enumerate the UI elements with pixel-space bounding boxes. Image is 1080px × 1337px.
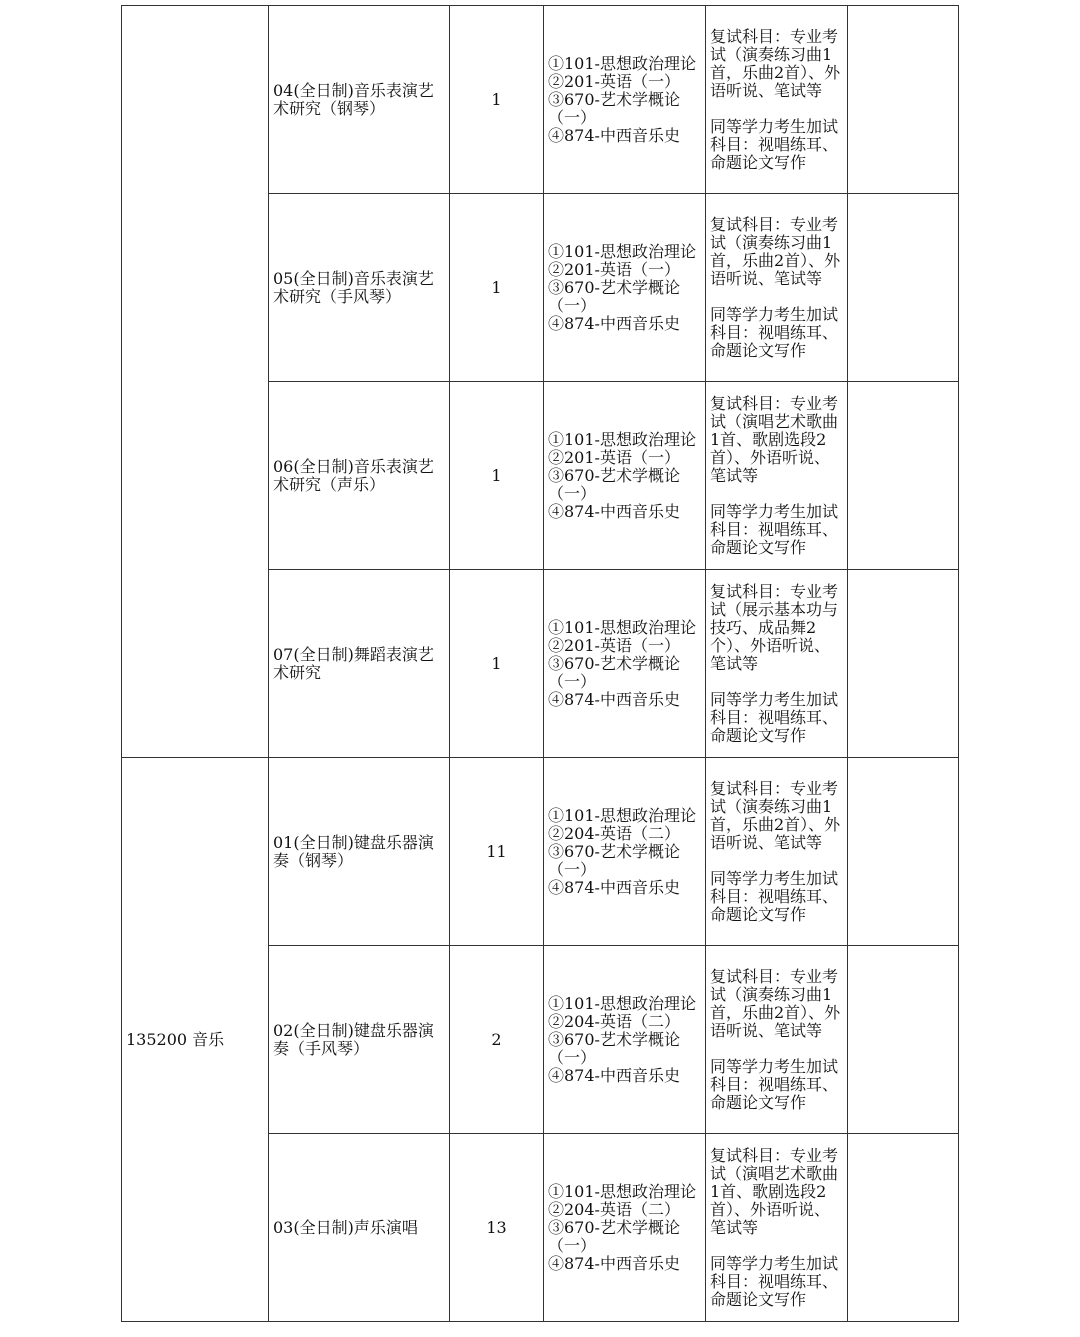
retest-subjects: 复试科目：专业考试（展示基本功与技巧、成品舞2个）、外语听说、笔试等 <box>710 581 839 673</box>
retest-subjects: 复试科目：专业考试（演奏练习曲1首，乐曲2首）、外语听说、笔试等 <box>710 778 841 852</box>
exam-subject: ③670-艺术学概论（一） <box>548 89 680 127</box>
exam-subject: ①101-思想政治理论 <box>548 429 696 449</box>
exam-subject: ③670-艺术学概论（一） <box>548 1217 680 1255</box>
exam-subjects-cell <box>544 946 706 1134</box>
enrollment-count: 1 <box>450 570 544 758</box>
exam-subject: ③670-艺术学概论（一） <box>548 653 680 691</box>
note-cell <box>848 194 959 382</box>
exam-subjects-cell <box>544 1134 706 1322</box>
exam-subject: ②204-英语（二） <box>548 1199 680 1219</box>
note-cell <box>848 570 959 758</box>
enrollment-count: 1 <box>450 6 544 194</box>
exam-subject: ③670-艺术学概论（一） <box>548 277 680 315</box>
extra-subjects: 同等学力考生加试科目：视唱练耳、命题论文写作 <box>710 501 839 557</box>
exam-subjects-cell <box>544 570 706 758</box>
exam-subject: ①101-思想政治理论 <box>548 993 696 1013</box>
enrollment-count: 1 <box>450 194 544 382</box>
retest-cell <box>706 946 848 1134</box>
retest-cell <box>706 570 848 758</box>
enrollment-count: 1 <box>450 382 544 570</box>
major-cell: 135200 音乐 <box>122 758 269 1322</box>
exam-subject: ②204-英语（二） <box>548 823 680 843</box>
exam-subject: ①101-思想政治理论 <box>548 1181 696 1201</box>
exam-subject: ①101-思想政治理论 <box>548 617 696 637</box>
exam-subject: ①101-思想政治理论 <box>548 805 696 825</box>
extra-subjects: 同等学力考生加试科目：视唱练耳、命题论文写作 <box>710 868 839 924</box>
exam-subject: ②201-英语（一） <box>548 259 680 279</box>
table-row <box>122 6 959 194</box>
direction-cell: 05(全日制)音乐表演艺术研究（手风琴） <box>269 194 450 382</box>
exam-subject: ④874-中西音乐史 <box>548 877 680 897</box>
retest-cell <box>706 6 848 194</box>
exam-subject: ④874-中西音乐史 <box>548 1253 680 1273</box>
exam-subject: ④874-中西音乐史 <box>548 313 680 333</box>
exam-subjects-cell <box>544 758 706 946</box>
direction-cell: 07(全日制)舞蹈表演艺术研究 <box>269 570 450 758</box>
exam-subject: ②201-英语（一） <box>548 71 680 91</box>
retest-cell <box>706 758 848 946</box>
major-cell <box>122 6 269 758</box>
exam-subjects-cell <box>544 194 706 382</box>
retest-cell <box>706 194 848 382</box>
retest-cell <box>706 382 848 570</box>
extra-subjects: 同等学力考生加试科目：视唱练耳、命题论文写作 <box>710 689 839 745</box>
direction-cell: 01(全日制)键盘乐器演奏（钢琴） <box>269 758 450 946</box>
retest-cell <box>706 1134 848 1322</box>
note-cell <box>848 6 959 194</box>
enrollment-count: 13 <box>450 1134 544 1322</box>
retest-subjects: 复试科目：专业考试（演奏练习曲1首，乐曲2首）、外语听说、笔试等 <box>710 966 841 1040</box>
exam-subject: ②201-英语（一） <box>548 447 680 467</box>
retest-subjects: 复试科目：专业考试（演唱艺术歌曲1首、歌剧选段2首）、外语听说、笔试等 <box>710 393 839 485</box>
direction-cell: 02(全日制)键盘乐器演奏（手风琴） <box>269 946 450 1134</box>
direction-cell: 03(全日制)声乐演唱 <box>269 1134 450 1322</box>
retest-subjects: 复试科目：专业考试（演唱艺术歌曲1首、歌剧选段2首）、外语听说、笔试等 <box>710 1145 839 1237</box>
exam-subjects-cell <box>544 6 706 194</box>
exam-subject: ④874-中西音乐史 <box>548 501 680 521</box>
enrollment-count: 11 <box>450 758 544 946</box>
direction-cell: 06(全日制)音乐表演艺术研究（声乐） <box>269 382 450 570</box>
retest-subjects: 复试科目：专业考试（演奏练习曲1首，乐曲2首）、外语听说、笔试等 <box>710 214 841 288</box>
note-cell <box>848 382 959 570</box>
extra-subjects: 同等学力考生加试科目：视唱练耳、命题论文写作 <box>710 116 839 172</box>
exam-subject: ①101-思想政治理论 <box>548 241 696 261</box>
exam-subject: ④874-中西音乐史 <box>548 1065 680 1085</box>
exam-subject: ③670-艺术学概论（一） <box>548 1029 680 1067</box>
exam-subject: ③670-艺术学概论（一） <box>548 465 680 503</box>
exam-subject: ①101-思想政治理论 <box>548 53 696 73</box>
exam-subject: ④874-中西音乐史 <box>548 125 680 145</box>
extra-subjects: 同等学力考生加试科目：视唱练耳、命题论文写作 <box>710 1253 839 1309</box>
note-cell <box>848 946 959 1134</box>
note-cell <box>848 758 959 946</box>
exam-subject: ④874-中西音乐史 <box>548 689 680 709</box>
admissions-table <box>121 5 959 1322</box>
exam-subject: ③670-艺术学概论（一） <box>548 841 680 879</box>
extra-subjects: 同等学力考生加试科目：视唱练耳、命题论文写作 <box>710 1056 839 1112</box>
exam-subject: ②204-英语（二） <box>548 1011 680 1031</box>
exam-subjects-cell <box>544 382 706 570</box>
direction-cell: 04(全日制)音乐表演艺术研究（钢琴） <box>269 6 450 194</box>
exam-subject: ②201-英语（一） <box>548 635 680 655</box>
table-row <box>122 758 959 946</box>
retest-subjects: 复试科目：专业考试（演奏练习曲1首，乐曲2首）、外语听说、笔试等 <box>710 26 841 100</box>
enrollment-count: 2 <box>450 946 544 1134</box>
note-cell <box>848 1134 959 1322</box>
extra-subjects: 同等学力考生加试科目：视唱练耳、命题论文写作 <box>710 304 839 360</box>
